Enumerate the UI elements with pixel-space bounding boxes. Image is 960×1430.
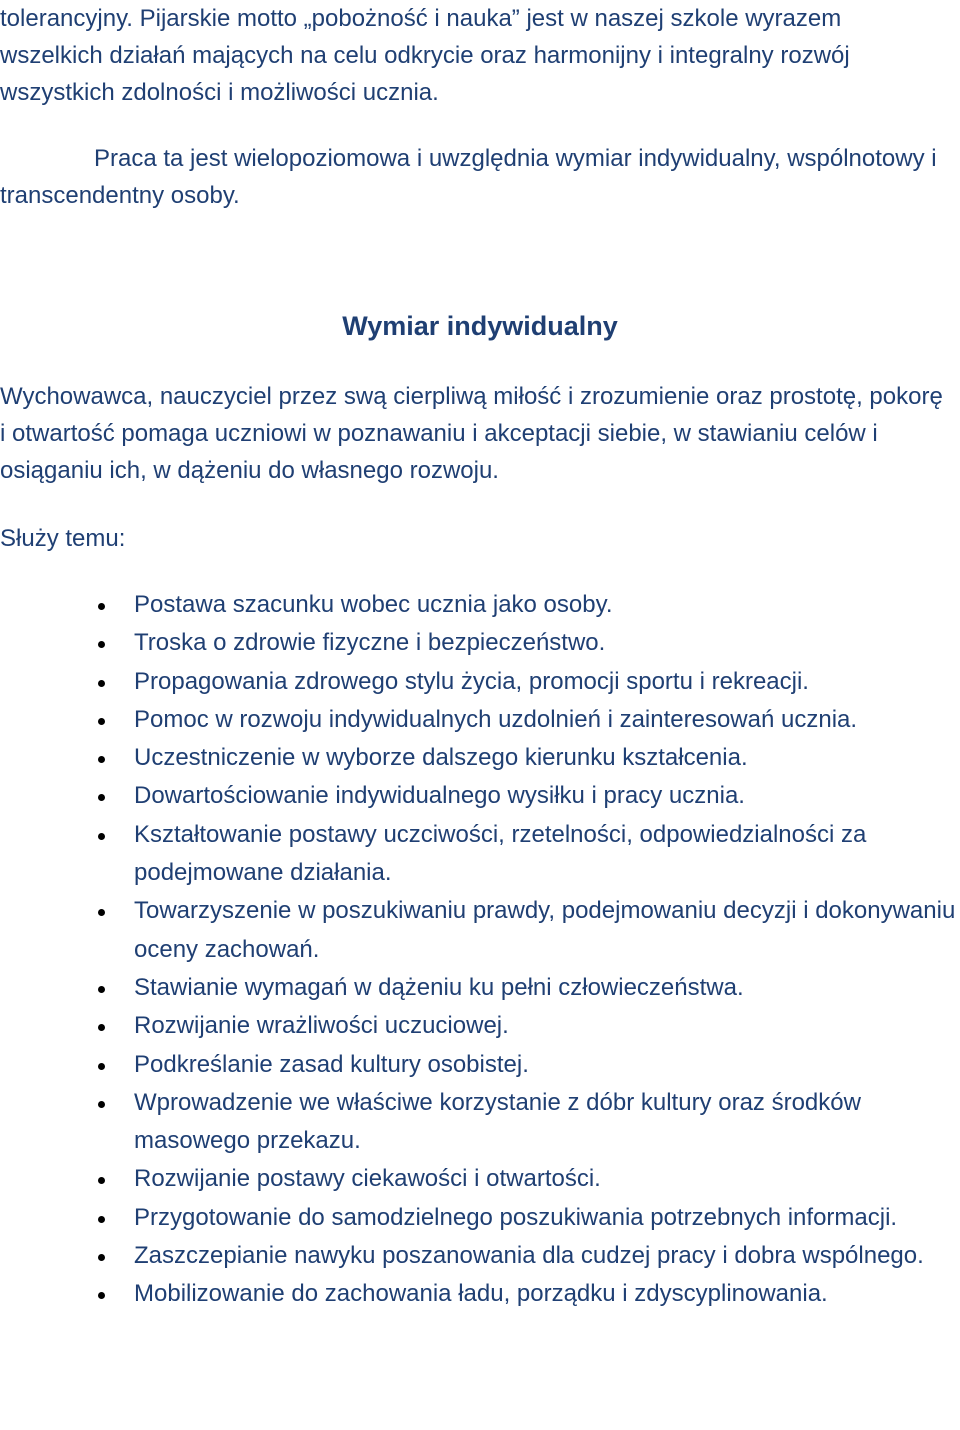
- list-item-text: Rozwijanie postawy ciekawości i otwartości.: [134, 1165, 601, 1193]
- list-item-text: Stawianie wymagań w dążeniu ku pełni człowieczeństwa.: [134, 973, 744, 1001]
- list-item-text: Troska o zdrowie fizyczne i bezpieczeństwo.: [134, 629, 606, 657]
- bullet-dot-icon: [98, 794, 105, 801]
- list-item-text: Towarzyszenie w poszukiwaniu prawdy, podejmowaniu decyzji i dokonywaniu oceny zachowań.: [134, 897, 956, 963]
- list-item: [0, 816, 960, 893]
- list-item: [0, 701, 960, 739]
- bullet-dot-icon: [98, 833, 105, 840]
- list-item: [0, 739, 960, 777]
- levels-paragraph: Praca ta jest wielopoziomowa i uwzględnia wymiar indywidualny, wspólnotowy i transcendentny osoby.: [0, 145, 937, 209]
- list-item: [0, 1237, 960, 1275]
- list-item-text: Kształtowanie postawy uczciwości, rzetelności, odpowiedzialności za podejmowane działania.: [134, 820, 867, 887]
- list-item-text: Mobilizowanie do zachowania ładu, porządku i zdyscyplinowania.: [134, 1280, 828, 1308]
- bullet-dot-icon: [98, 1216, 105, 1223]
- bullet-dot-icon: [98, 909, 105, 916]
- bullet-list: [0, 586, 960, 1314]
- bullet-dot-icon: [98, 986, 105, 993]
- list-item: [0, 1046, 960, 1084]
- list-lead: Służy temu:: [0, 525, 126, 552]
- bullet-dot-icon: [98, 1024, 105, 1031]
- list-item: [0, 777, 960, 815]
- intro-paragraph: tolerancyjny. Pijarskie motto „pobożność i nauka” jest w naszej szkole wyrazem wszelkich działań mających na celu odkrycie oraz harmonijny i integralny rozwój wszystkich zdolności i możliwości ucznia.: [0, 5, 850, 106]
- list-item: [0, 1084, 960, 1161]
- bullet-dot-icon: [98, 603, 105, 610]
- bullet-dot-icon: [98, 756, 105, 763]
- list-item-text: Dowartościowanie indywidualnego wysiłku i pracy ucznia.: [134, 782, 745, 810]
- list-item: [0, 1007, 960, 1045]
- list-item: [0, 1199, 960, 1237]
- list-item-text: Zaszczepianie nawyku poszanowania dla cudzej pracy i dobra wspólnego.: [134, 1242, 924, 1270]
- bullet-dot-icon: [98, 1063, 105, 1070]
- list-item: [0, 1275, 960, 1313]
- list-item-text: Rozwijanie wrażliwości uczuciowej.: [134, 1012, 509, 1040]
- bullet-dot-icon: [98, 1254, 105, 1261]
- bullet-dot-icon: [98, 1177, 105, 1184]
- list-item: [0, 663, 960, 701]
- list-item-text: Podkreślanie zasad kultury osobistej.: [134, 1050, 529, 1078]
- list-item-text: Pomoc w rozwoju indywidualnych uzdolnień i zainteresowań ucznia.: [134, 705, 858, 733]
- list-item-text: Wprowadzenie we właściwe korzystanie z dóbr kultury oraz środków masowego przekazu.: [134, 1088, 861, 1155]
- educator-paragraph: Wychowawca, nauczyciel przez swą cierpliwą miłość i zrozumienie oraz prostotę, pokorę i otwartość pomaga uczniowi w poznawaniu i akceptacji siebie, w stawianiu celów i osiąganiu ich, w dążeniu do własnego rozwoju.: [0, 383, 943, 484]
- list-item: [0, 624, 960, 662]
- bullet-dot-icon: [98, 1101, 105, 1108]
- list-item: [0, 1160, 960, 1198]
- bullet-dot-icon: [98, 1292, 105, 1299]
- list-item: [0, 892, 960, 969]
- list-item: [0, 969, 960, 1007]
- list-item-text: Uczestniczenie w wyborze dalszego kierunku kształcenia.: [134, 744, 748, 772]
- list-item: [0, 586, 960, 624]
- section-heading: Wymiar indywidualny: [342, 311, 618, 341]
- list-item-text: Propagowania zdrowego stylu życia, promocji sportu i rekreacji.: [134, 667, 809, 695]
- bullet-dot-icon: [98, 718, 105, 725]
- bullet-dot-icon: [98, 680, 105, 687]
- list-item-text: Przygotowanie do samodzielnego poszukiwania potrzebnych informacji.: [134, 1203, 898, 1231]
- list-item-text: Postawa szacunku wobec ucznia jako osoby.: [134, 591, 613, 618]
- bullet-dot-icon: [98, 641, 105, 648]
